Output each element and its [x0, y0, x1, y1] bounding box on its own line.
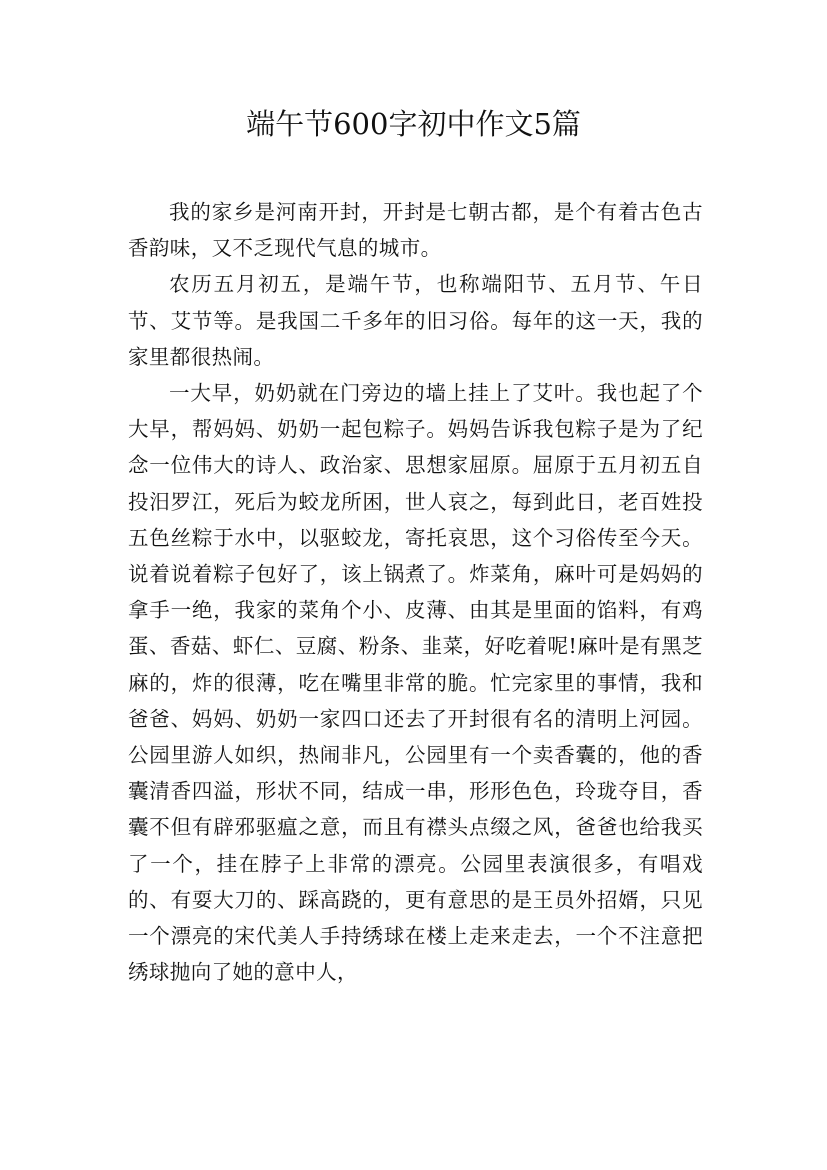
document-body: [128, 194, 703, 990]
paragraph-festival-intro: 农历五月初五，是端午节，也称端阳节、五月节、午日节、艾节等。是我国二千多年的旧习俗。每年的这一天，我的家里都很热闹。: [128, 272, 703, 369]
paragraph-festival-day: 一大早，奶奶就在门旁边的墙上挂上了艾叶。我也起了个大早，帮妈妈、奶奶一起包粽子。妈妈告诉我包粽子是为了纪念一位伟大的诗人、政治家、思想家屈原。屈原于五月初五自投汨罗江，死后为蛟龙所困，世人哀之，每到此日，老百姓投五色丝粽于水中，以驱蛟龙，寄托哀思，这个习俗传至今天。说着说着粽子包好了，该上锅煮了。炸菜角，麻叶可是妈妈的拿手一绝，我家的菜角个小、皮薄、由其是里面的馅料，有鸡蛋、香菇、虾仁、豆腐、粉条、韭菜，好吃着呢!麻叶是有黑芝麻的，炸的很薄，吃在嘴里非常的脆。忙完家里的事情，我和爸爸、妈妈、奶奶一家四口还去了开封很有名的清明上河园。公园里游人如织，热闹非凡，公园里有一个卖香囊的，他的香囊清香四溢，形状不同，结成一串，形形色色，玲珑夺目，香囊不但有辟邪驱瘟之意，而且有襟头点缀之风，爸爸也给我买了一个，挂在脖子上非常的漂亮。公园里表演很多，有唱戏的、有耍大刀的、踩高跷的，更有意思的是王员外招婿，只见一个漂亮的宋代美人手持绣球在楼上走来走去，一个不注意把绣球抛向了她的意中人，: [128, 381, 703, 985]
document-title: 端午节600字初中作文5篇: [246, 107, 581, 141]
paragraph-hometown: 我的家乡是河南开封，开封是七朝古都，是个有着古色古香韵味，又不乏现代气息的城市。: [128, 200, 703, 261]
